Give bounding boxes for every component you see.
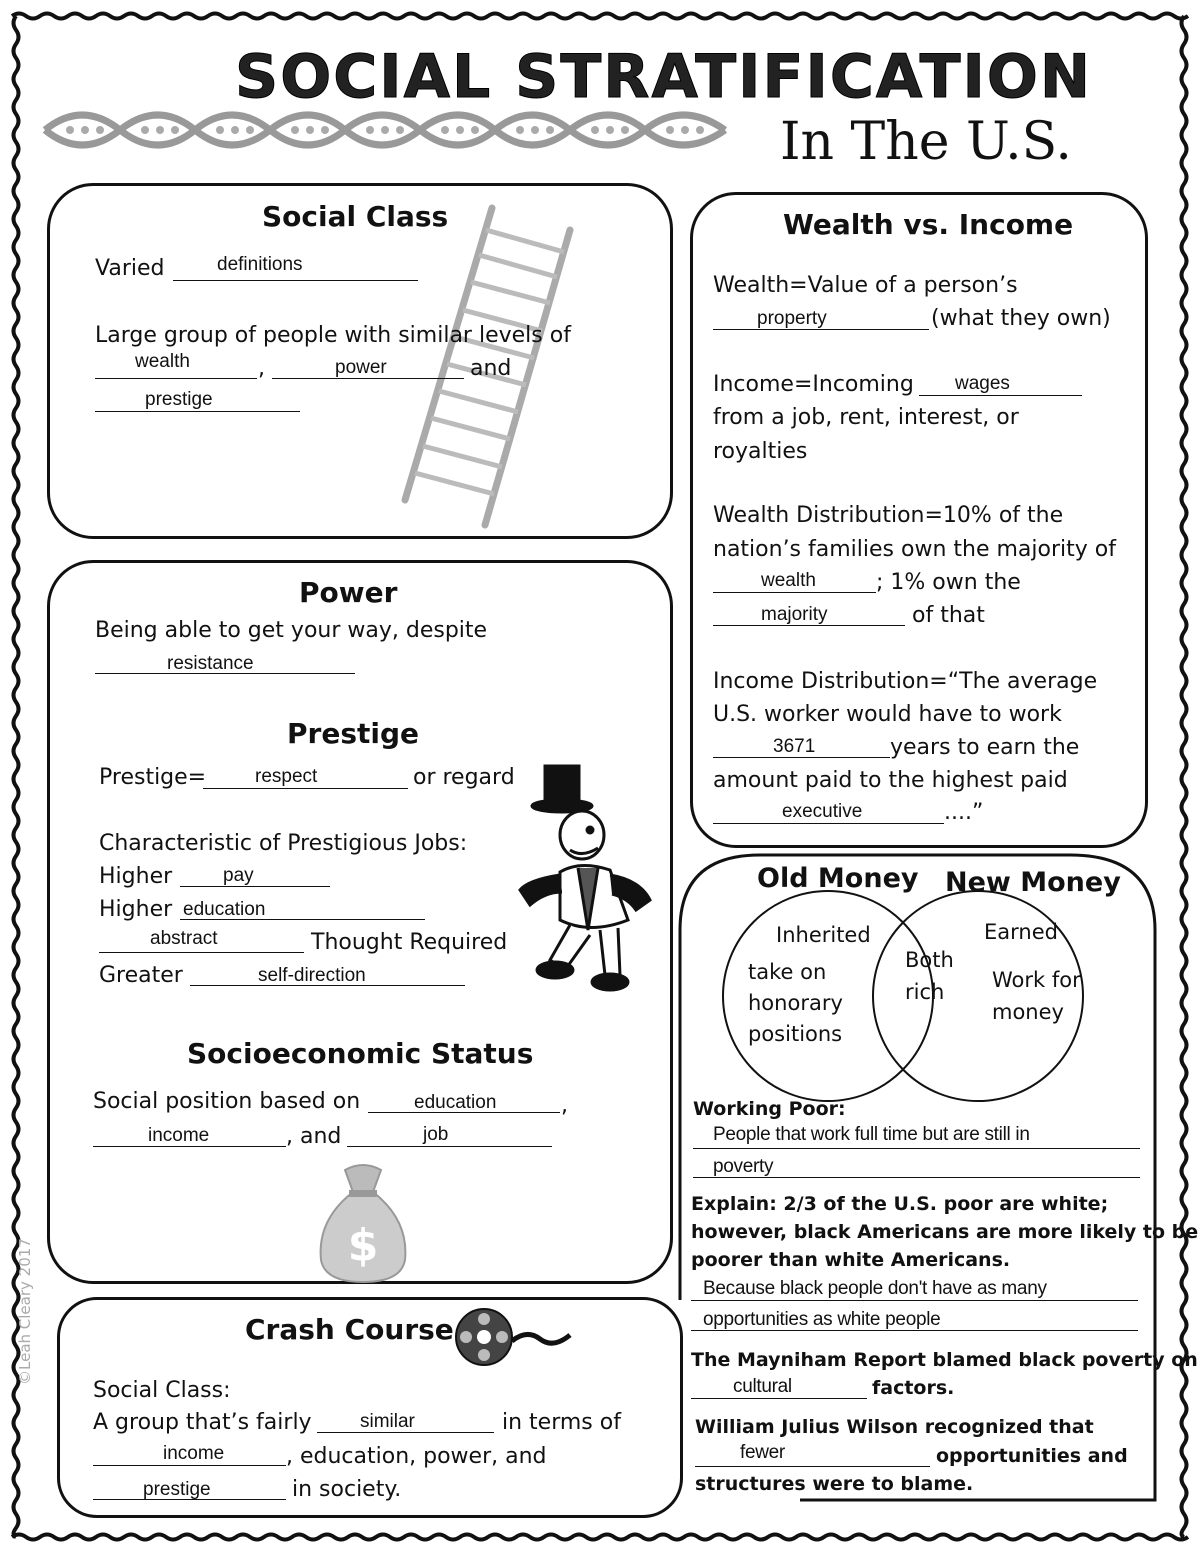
similar-blank[interactable] (317, 1432, 494, 1433)
power-definition: Being able to get your way, despite (95, 618, 488, 643)
respect-blank[interactable] (203, 788, 408, 789)
executive-answer: executive (782, 801, 863, 822)
working-poor-answer-2: poverty (713, 1156, 774, 1177)
old-money-label: Old Money (757, 863, 919, 894)
higher-label-1: Higher (99, 864, 173, 889)
crash-course-heading: Crash Course (245, 1313, 454, 1346)
explain-answer-1: Because black people don't have as many (703, 1278, 1047, 1299)
working-poor-blank-1[interactable] (693, 1148, 1140, 1149)
higher-label-2: Higher (99, 897, 173, 922)
pay-answer: pay (223, 865, 254, 886)
dna-strand-decoration (40, 100, 740, 160)
ses-income-blank[interactable] (93, 1146, 286, 1147)
mayniham-line1: The Mayniham Report blamed black poverty on (691, 1349, 1198, 1371)
page-subtitle: In The U.S. (780, 112, 1072, 172)
prestige-blank[interactable] (95, 411, 300, 412)
working-poor-label: Working Poor: (693, 1098, 846, 1120)
ses-definition: Social position based on (93, 1089, 361, 1114)
cc-income-answer: income (163, 1443, 225, 1464)
wealth-blank[interactable] (95, 378, 257, 379)
characteristics-label: Characteristic of Prestigious Jobs: (99, 831, 468, 856)
property-blank[interactable] (713, 329, 929, 330)
abstract-blank[interactable] (99, 952, 304, 953)
prestige-def-label: Prestige= (99, 765, 207, 790)
wages-blank[interactable] (919, 395, 1082, 396)
resistance-answer: resistance (167, 653, 254, 674)
explain-blank-1[interactable] (691, 1300, 1138, 1301)
copyright-text: ©Leah Cleary 2017 (16, 1238, 34, 1385)
comma: , (561, 1093, 568, 1118)
power-answer: power (335, 357, 387, 378)
of-that-text: of that (912, 603, 985, 628)
wd-wealth-answer: wealth (761, 570, 816, 591)
film-reel-icon (452, 1305, 582, 1370)
ses-income-answer: income (148, 1125, 210, 1146)
and-text: and (470, 356, 512, 381)
education-answer: education (183, 899, 266, 920)
crash-course-line1: A group that’s fairly (93, 1410, 312, 1435)
page-title: SOCIAL STRATIFICATION (235, 42, 1093, 112)
prestige-heading: Prestige (287, 717, 420, 750)
wilson-line3: structures were to blame. (695, 1473, 974, 1495)
income-distribution-line1: Income Distribution=“The average (713, 669, 1098, 694)
years-blank[interactable] (713, 757, 890, 758)
venn-old-item: honorary (748, 991, 843, 1015)
years-answer: 3671 (773, 736, 816, 757)
similar-answer: similar (360, 1411, 415, 1432)
tycoon-illustration (510, 760, 660, 992)
one-percent-text: ; 1% own the (876, 570, 1021, 595)
varied-blank[interactable] (173, 280, 418, 281)
wealth-answer: wealth (135, 351, 190, 372)
venn-both-item: rich (905, 980, 945, 1004)
what-they-own-text: (what they own) (931, 306, 1111, 331)
venn-new-item: Work for (992, 968, 1081, 992)
in-terms-of-text: in terms of (502, 1410, 621, 1435)
varied-label: Varied (95, 256, 165, 281)
explain-line2: however, black Americans are more likely to be (691, 1221, 1199, 1243)
wealth-distribution-line1: Wealth Distribution=10% of the (713, 503, 1064, 528)
wd-majority-answer: majority (761, 604, 828, 625)
crash-course-label: Social Class: (93, 1378, 231, 1403)
explain-line3: poorer than white Americans. (691, 1249, 1011, 1271)
respect-answer: respect (255, 766, 318, 787)
explain-line1: Explain: 2/3 of the U.S. poor are white; (691, 1193, 1109, 1215)
wages-answer: wages (955, 373, 1010, 394)
pay-blank[interactable] (180, 886, 330, 887)
new-money-label: New Money (945, 867, 1121, 898)
explain-blank-2[interactable] (691, 1330, 1138, 1331)
wealth-distribution-line2: nation’s families own the majority of (713, 537, 1116, 562)
income-line2: from a job, rent, interest, or (713, 405, 1019, 430)
crash-course-line2: , education, power, and (286, 1444, 547, 1469)
income-distribution-line4: amount paid to the highest paid (713, 768, 1068, 793)
ses-job-blank[interactable] (347, 1146, 552, 1147)
and-text: , and (286, 1124, 342, 1149)
ses-heading: Socioeconomic Status (187, 1037, 534, 1070)
comma: , (258, 356, 265, 381)
ses-education-answer: education (414, 1092, 497, 1113)
social-class-definition: Large group of people with similar levels of (95, 323, 571, 348)
opportunities-text: opportunities and (936, 1445, 1128, 1467)
abstract-answer: abstract (150, 928, 218, 949)
social-class-heading: Social Class (262, 200, 449, 233)
wd-majority-blank[interactable] (713, 625, 905, 626)
years-to-earn-text: years to earn the (890, 735, 1080, 760)
self-direction-answer: self-direction (258, 965, 366, 986)
varied-answer: definitions (217, 254, 303, 275)
quote-end-text: ....” (944, 800, 984, 825)
wealth-income-heading: Wealth vs. Income (783, 208, 1074, 241)
cultural-answer: cultural (733, 1376, 792, 1397)
factors-text: factors. (872, 1377, 955, 1399)
working-poor-blank-2[interactable] (693, 1177, 1140, 1178)
or-regard-text: or regard (413, 765, 515, 790)
executive-blank[interactable] (713, 823, 944, 824)
working-poor-answer-1: People that work full time but are still in (713, 1124, 1030, 1145)
cultural-blank[interactable] (691, 1398, 867, 1399)
venn-new-item: Earned (984, 920, 1058, 944)
fewer-blank[interactable] (695, 1466, 930, 1467)
cc-income-blank[interactable] (93, 1465, 286, 1466)
property-answer: property (757, 308, 827, 329)
ses-job-answer: job (423, 1124, 449, 1145)
wealth-definition: Wealth=Value of a person’s (713, 273, 1018, 298)
venn-new-item: money (992, 1000, 1064, 1024)
crash-course-line3: in society. (292, 1477, 402, 1502)
fewer-answer: fewer (740, 1442, 785, 1463)
cc-prestige-answer: prestige (143, 1479, 211, 1500)
income-definition: Income=Incoming (713, 372, 914, 397)
greater-label: Greater (99, 963, 183, 988)
explain-answer-2: opportunities as white people (703, 1309, 941, 1330)
wd-wealth-blank[interactable] (713, 592, 876, 593)
power-blank[interactable] (272, 378, 464, 379)
prestige-answer: prestige (145, 389, 213, 410)
svg-text:$: $ (347, 1220, 379, 1271)
venn-both-item: Both (905, 948, 954, 972)
income-distribution-line2: U.S. worker would have to work (713, 702, 1062, 727)
income-line3: royalties (713, 439, 808, 464)
thought-required-text: Thought Required (311, 930, 508, 955)
venn-old-item: positions (748, 1022, 843, 1046)
wilson-line1: William Julius Wilson recognized that (695, 1416, 1094, 1438)
money-bag-icon (315, 1160, 410, 1285)
venn-old-item: take on (748, 960, 827, 984)
venn-old-item: Inherited (776, 923, 871, 947)
power-heading: Power (299, 576, 398, 609)
